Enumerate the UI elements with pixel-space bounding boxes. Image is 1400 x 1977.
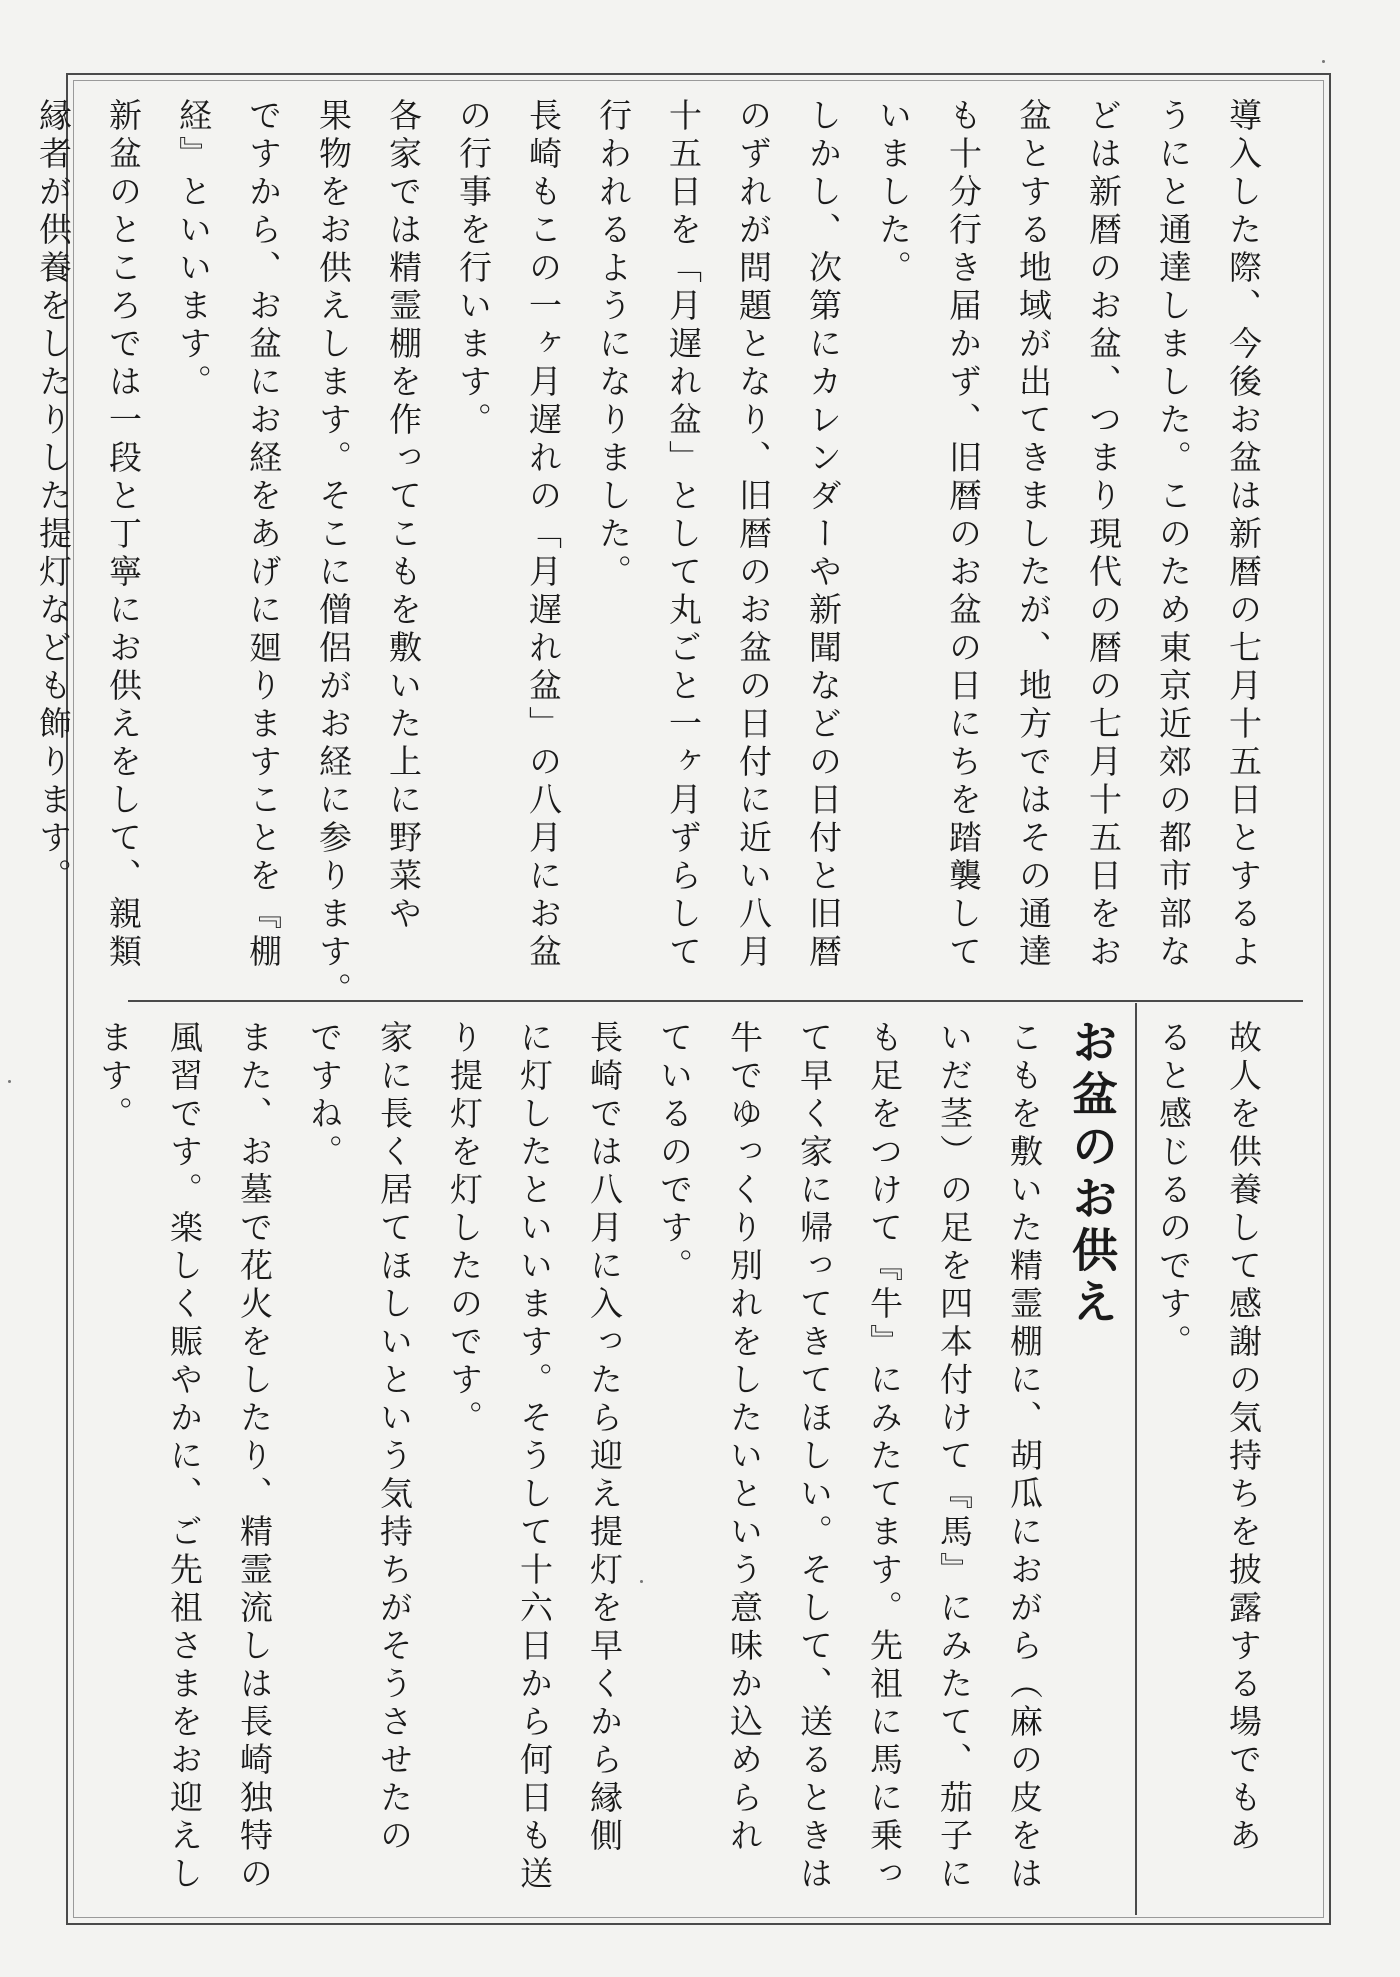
horizontal-divider bbox=[128, 1000, 1303, 1002]
upper-body-text: 導入した際、今後お盆は新暦の七月十五日とするよ うにと通達しました。このため東京近郊の都市部な どは新暦のお盆、つまり現代の暦の七月十五日をお 盆とする地域が出てきましたが、地方ではその通達 も十分行き届かず、旧暦のお盆の日にちを踏襲して いました。 しかし、次第にカレンダーや新聞などの日付と旧暦 のずれが問題となり、旧暦のお盆の日付に近い八月 十五日を「月遅れ盆」として丸ごと一ヶ月ずらして 行われるようになりました。 長崎もこの一ヶ月遅れの「月遅れ盆」の八月にお盆 の行事を行います。 各家では精霊棚を作ってこもを敷いた上に野菜や 果物をお供えします。そこに僧侶がお経に参ります。 ですから、お盆にお経をあげに廻りますことを『棚 経』といいます。 新盆のところでは一段と丁寧にお供えをして、親類 縁者が供養をしたりした提灯なども飾ります。 bbox=[34, 98, 1263, 1010]
scan-speck bbox=[8, 1080, 11, 1083]
offerings-body-text: こもを敷いた精霊棚に、胡瓜におがら（麻の皮をは いだ茎）の足を四本付けて『馬』にみたて、茄子に も足をつけて『牛』にみたてます。先祖に馬に乗っ て早く家に帰ってきてほしい。そして、送るときは 牛でゆっくり別れをしたいという意味か込められ ているのです。 長崎では八月に入ったら迎え提灯を早くから縁側 に灯したといいます。そうして十六日から何日も送 り提灯を灯したのです。 家に長く居てほしいという気持ちがそうさせたの ですね。 また、お墓で花火をしたり、精霊流しは長崎独特の 風習です。楽しく賑やかに、ご先祖さまをお迎えし ます。 bbox=[95, 1020, 1044, 1894]
continued-text: 故人を供養して感謝の気持ちを披露する場でもあ ると感じるのです。 bbox=[1154, 1020, 1263, 1856]
section-title: お盆のお供え bbox=[1065, 1018, 1119, 1330]
scan-speck bbox=[640, 1580, 643, 1583]
scan-speck bbox=[1322, 60, 1325, 63]
